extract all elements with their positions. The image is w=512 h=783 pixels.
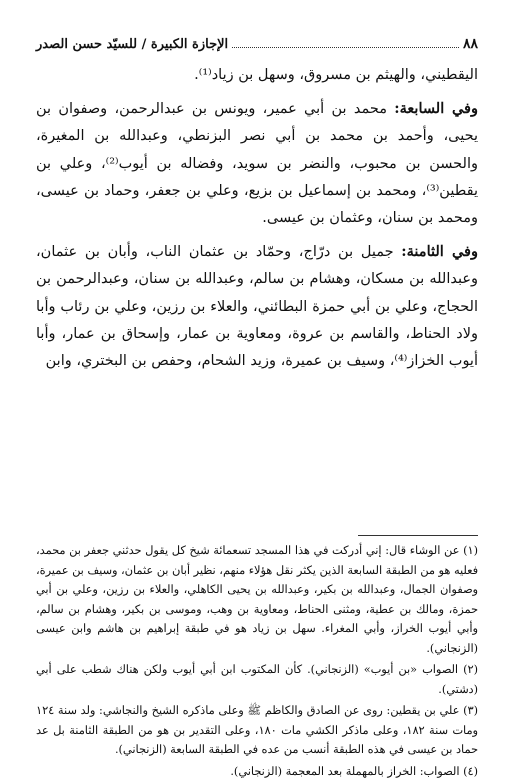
paragraph-body-seventh: محمد بن أبي عمير، ويونس بن عبدالرحمن، وصفوان بن يحيى، وأحمد بن محمد بن أبي نصر البزنطي، وعبدالله بن المغيرة، والحسن بن محبوب، والنضر بن سويد، وفضاله بن أيوب⁽²⁾، وعلي بن يقطين⁽³⁾، ومحمد بن إسماعيل بن بزيع، وعلي بن جعفر، وحماد بن عيسى، ومحمد بن سنان، وعثمان بن عيسى.	[36, 101, 478, 227]
header-dotted-leader	[232, 47, 459, 48]
page-header	[36, 30, 478, 52]
paragraph-body-eighth: جميل بن درّاج، وحمّاد بن عثمان الناب، وأبان بن عثمان، وعبدالله بن مسكان، وهشام بن سالم، وعبدالله بن سنان، وعبدالرحمن بن الحجاج، وعلي بن أبي حمزة البطائني، والعلاء بن رزين، وعلي بن رئاب وأبا ولاد الحناط، والقاسم بن عروة، ومعاوية بن عمار، وإسحاق بن عمار، وأبا أيوب الخزاز⁽⁴⁾، وسيف بن عميرة، وزيد الشحام، وحفص بن البختري، وابن	[36, 244, 478, 370]
page-number: ٨٨	[462, 36, 478, 52]
running-title: الإجازة الكبيرة / للسيّد حسن الصدر	[36, 37, 229, 52]
paragraph-lead-eighth: وفي الثامنة:	[401, 243, 478, 261]
footnote-2: (٢) الصواب «بن أيوب» (الزنجاني). كأن المكتوب ابن أبي أيوب ولكن هناك شطب على أبي (دشتي).	[36, 663, 478, 696]
footnotes	[36, 541, 478, 783]
paragraph-eighth-tier	[36, 238, 478, 375]
footnote-separator	[358, 535, 478, 536]
paragraph-lead-seventh: وفي السابعة:	[394, 100, 478, 118]
footnote-3: (٣) علي بن يقطين: روى عن الصادق والكاظم ﷺ وعلى ماذكره الشيخ والنجاشي: ولد سنة ١٢٤ ومات سنة ١٨٢، وعلى ماذكر الكشي مات ١٨٠، وعلى التقدير بن هو من الطبقة الثامنة بل عد حماد بن عيسى في هذه الطبقة أنسب من عده في الطبقة السابعة (الزنجاني).	[36, 704, 478, 756]
footnote-4: (٤) الصواب: الخراز بالمهملة بعد المعجمة (الزنجاني).	[230, 764, 478, 778]
footnote-1: (١) عن الوشاء قال: إني أدركت في هذا المسجد تسعمائة شيخ كل يقول حدثني جعفر بن محمد، فعليه هو من الطبقة السابعة الذين يكثر نقل هؤلاء منهم، نظير أبان بن عثمان، وسيف بن عميرة، وصفوان الجمال، وعبدالله بن بكير، وعبدالله بن يحيى الكاهلي، والعلاء بن رزين، وعلي بن أبي حمزة، ومالك بن عطية، ومثنى الحناط، ومعاوية بن وهب، وموسى بن بكير، وهشام بن سالم، وأبي أيوب الخراز، وأبي المغراء. سهل بن زياد هو في طبقة إبراهيم بن هاشم وابن عيسى (الزنجاني).	[36, 544, 478, 655]
paragraph-seventh-tier	[36, 95, 478, 232]
main-text	[36, 62, 478, 381]
paragraph-1: اليقطيني، والهيثم بن مسروق، وسهل بن زياد⁽¹⁾.	[194, 67, 478, 83]
